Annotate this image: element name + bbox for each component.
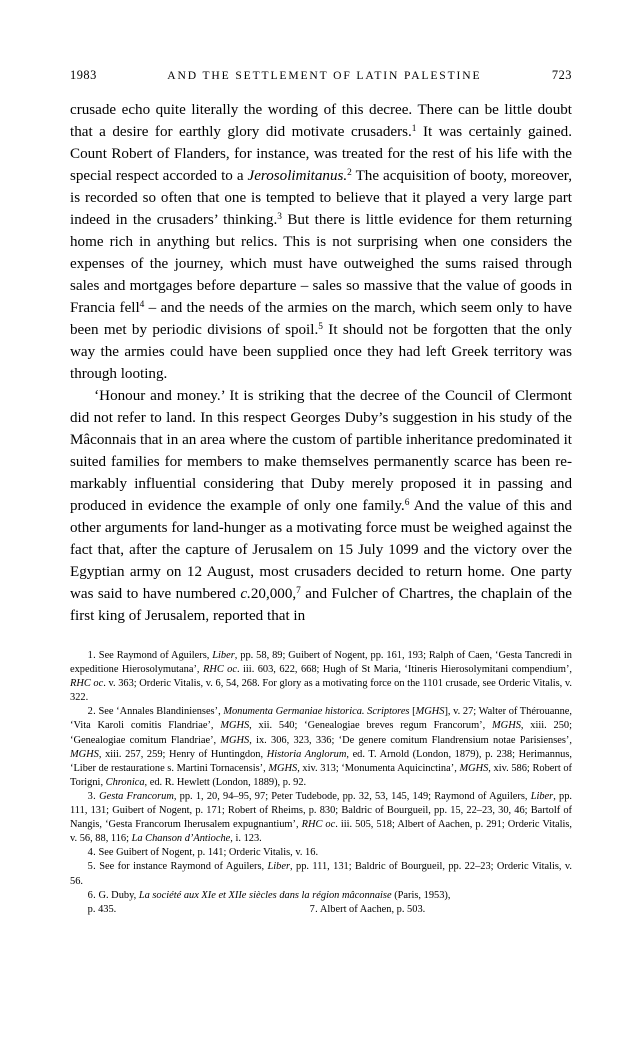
body-segment: It should not be forgotten that the only way the armies could have been supplied once they had left Greek territory was through looting. bbox=[70, 322, 572, 382]
footnote-number: 5. bbox=[87, 861, 96, 873]
footnote-item bbox=[70, 790, 572, 846]
page-content bbox=[70, 68, 572, 917]
running-head bbox=[70, 68, 572, 83]
footnote-text: See ‘Annales Blandinienses’, bbox=[95, 706, 224, 718]
footnote-title: MGHS bbox=[268, 762, 298, 774]
footnote-number: 4. bbox=[87, 847, 96, 859]
body-segment: The acquisition of booty, moreover, is recorded so often that one is tempted to believe that it played a very large part indeed in the crusaders’ thinking. bbox=[70, 168, 572, 228]
footnote-text: , xiv. 313; ‘Monumenta Aquicinctina’, bbox=[297, 762, 460, 774]
footnote-title: MGHS bbox=[220, 734, 250, 746]
footnote-text: , pp. 111, 131; Guibert of Nogent, p. 171; Robert of Rheims, p. 830; Baldric of Bourgueil, pp. 15, 22–23, 30, 46; Bartolf of Nangis, ‘Gesta Francorum Iherusalem expugnantium’, bbox=[70, 790, 573, 831]
footnote-7 bbox=[292, 903, 425, 917]
footnote-ref-7[interactable]: 7 bbox=[296, 586, 301, 597]
footnote-title: Liber bbox=[530, 790, 554, 802]
footnote-text: , i. 123. bbox=[230, 833, 262, 845]
footnote-text: , ed. R. Hewlett (London, 1889), p. 92. bbox=[144, 776, 307, 788]
footnote-text: , ed. T. Arnold (London, 1879), p. 238; Herimannus, ‘Liber de restauratione s. Martini Tornacensis’, bbox=[70, 748, 572, 774]
footnote-text: . iii. 603, 622, 668; Hugh of St Maria, ‘Itineris Hierosolymitani compendium’, bbox=[237, 664, 573, 676]
footnote-text: , xiii. 257, 259; Henry of Huntingdon, bbox=[98, 748, 267, 760]
footnote-title: La société aux XIe et XIIe siècles dans la région mâconnaise bbox=[138, 889, 392, 901]
footnote-title: Liber bbox=[267, 861, 291, 873]
footnote-text: , pp. 1, 20, 94–95, 97; Peter Tudebode, pp. 32, 53, 145, 149; Raymond of Aguilers, bbox=[173, 790, 531, 802]
footnote-text: . iii. 505, 518; Albert of Aachen, p. 291; Orderic Vitalis, v. 56, 88, 116; bbox=[70, 819, 573, 845]
body-segment: It was certainly gained. Count Robert of Flanders, for instance, was treated for the rest of his life with the special respect accorded to a bbox=[70, 124, 573, 184]
footnote-title: Gesta Francorum bbox=[99, 790, 174, 802]
footnote-title: La Chanson d’Antioche bbox=[131, 833, 231, 845]
footnote-ref-4[interactable]: 4 bbox=[139, 300, 145, 311]
footnote-title: RHC oc bbox=[202, 664, 237, 676]
footnote-title: Chronica bbox=[105, 776, 145, 788]
footnote-number: 7. bbox=[309, 903, 318, 915]
footnote-text: . v. 363; Orderic Vitalis, v. 6, 54, 268. For glory as a motivating force on the 1101 crusade, see Orderic Vitalis, v. 322. bbox=[70, 678, 572, 704]
footnote-title: MGHS bbox=[492, 720, 521, 732]
footnote-text: , xii. 540; ‘Genealogiae breves regum Francorum’, bbox=[249, 720, 493, 732]
footnote-text: , xiv. 586; Robert of Torigni, bbox=[70, 762, 573, 788]
footnote-text: See Raymond of Aguilers, bbox=[95, 650, 213, 661]
footnote-title: RHC oc bbox=[301, 819, 336, 831]
footnote-ref-3[interactable]: 3 bbox=[277, 212, 282, 223]
body-paragraph-1 bbox=[70, 99, 572, 385]
body-paragraph-2 bbox=[70, 385, 572, 627]
footnote-title: Monumenta Germaniae historica. Scriptores bbox=[223, 706, 410, 718]
footnotes-section bbox=[70, 649, 572, 917]
footnote-title: Historia Anglorum bbox=[266, 748, 347, 760]
running-head-title: AND THE SETTLEMENT OF LATIN PALESTINE bbox=[167, 69, 482, 82]
footnote-title: MGHS bbox=[415, 706, 445, 718]
body-segment: and Fulcher of Chartres, the chaplain of the first king of Jerusalem, reported that in bbox=[70, 586, 572, 624]
footnote-ref-1[interactable]: 1 bbox=[411, 124, 417, 135]
footnote-number: 1. bbox=[87, 650, 96, 661]
page-number: 723 bbox=[551, 68, 572, 82]
footnote-title: Liber bbox=[212, 650, 235, 661]
running-head-year: 1983 bbox=[70, 68, 97, 82]
footnote-text: Albert of Aachen, p. 503. bbox=[317, 903, 426, 915]
circa-abbrev: c. bbox=[240, 586, 251, 602]
footnote-last-line bbox=[70, 903, 572, 917]
footnote-text: [ bbox=[409, 706, 416, 718]
footnote-title: RHC oc bbox=[70, 678, 104, 690]
footnote-text: G. Duby, bbox=[95, 889, 139, 901]
body-segment: ‘Honour and money.’ It is striking that the decree of the Council of Clermont did not refer to land. In this respect Georges Duby’s suggestion in his study of the Mâconnais that in an area where the custom of partible inheritance predominated it suited families for members to make themselves permanently scarce has been re-markably influential considering that Duby merely proposed it in passing and produced in evidence the example of only one family. bbox=[70, 388, 572, 514]
footnote-text: (Paris, 1953), bbox=[391, 889, 451, 901]
footnote-title: MGHS bbox=[70, 748, 99, 760]
footnote-text: , ix. 306, 323, 336; ‘De genere comitum Flandrensium notae Parisienses’, bbox=[249, 734, 572, 746]
footnote-ref-2[interactable]: 2 bbox=[347, 168, 352, 179]
footnote-text: See Guibert of Nogent, p. 141; Orderic Vitalis, v. 16. bbox=[95, 847, 319, 859]
footnote-number: 2. bbox=[87, 706, 96, 718]
footnote-text: , pp. 58, 89; Guibert of Nogent, pp. 161, 193; Ralph of Caen, ‘Gesta Tancredi in expeditione Hierosolymutana’, bbox=[70, 650, 572, 676]
body-segment: – and the needs of the armies on the march, which seem only to have been met by periodic divisions of spoil. bbox=[70, 300, 572, 338]
footnote-number: 3. bbox=[87, 790, 96, 802]
footnote-text: , xiii. 250; ‘Genealogiae comitum Flandriae’, bbox=[70, 720, 572, 746]
body-text bbox=[70, 99, 572, 627]
body-segment: crusade echo quite literally the wording of this decree. There can be little doubt that a desire for earthly glory did motivate crusaders. bbox=[70, 102, 572, 140]
footnote-ref-6[interactable]: 6 bbox=[404, 498, 410, 509]
body-segment: And the value of this and other arguments for land-hunger as a motivating force must be weighed against the fact that, after the capture of Jerusalem on 15 July 1099 and the victory over the Egyptian army on 12 August, most crusaders decided to return home. One party was said to have numbered bbox=[70, 498, 572, 602]
body-segment: 20,000, bbox=[250, 586, 297, 602]
footnote-item bbox=[70, 705, 572, 790]
body-italic-term: Jerosolimitanus. bbox=[247, 168, 348, 184]
footnote-title: MGHS bbox=[220, 720, 250, 732]
footnote-list bbox=[70, 649, 572, 903]
footnote-6-continuation: p. 435. bbox=[87, 903, 117, 915]
footnote-item bbox=[70, 846, 572, 860]
footnote-text: ], v. 27; Walter of Thérouanne, ‘Vita Karoli comitis Flandriae’, bbox=[70, 706, 573, 732]
footnote-item bbox=[70, 860, 572, 888]
body-segment: But there is little evidence for them returning home rich in anything but relics. This is not surprising when one considers the expenses of the journey, which must have outweighed the sums raised through sales and mortgages before departure – sales so massive that the value of goods in Francia fell bbox=[70, 212, 572, 316]
footnote-item bbox=[70, 649, 572, 705]
footnote-text: See for instance Raymond of Aguilers, bbox=[95, 861, 268, 873]
footnote-title: MGHS bbox=[459, 762, 489, 774]
footnote-number: 6. bbox=[87, 889, 96, 901]
footnote-text: , pp. 111, 131; Baldric of Bourgueil, pp. 22–23; Orderic Vitalis, v. 56. bbox=[70, 861, 572, 887]
footnote-ref-5[interactable]: 5 bbox=[318, 322, 323, 333]
footnote-item bbox=[70, 889, 572, 903]
